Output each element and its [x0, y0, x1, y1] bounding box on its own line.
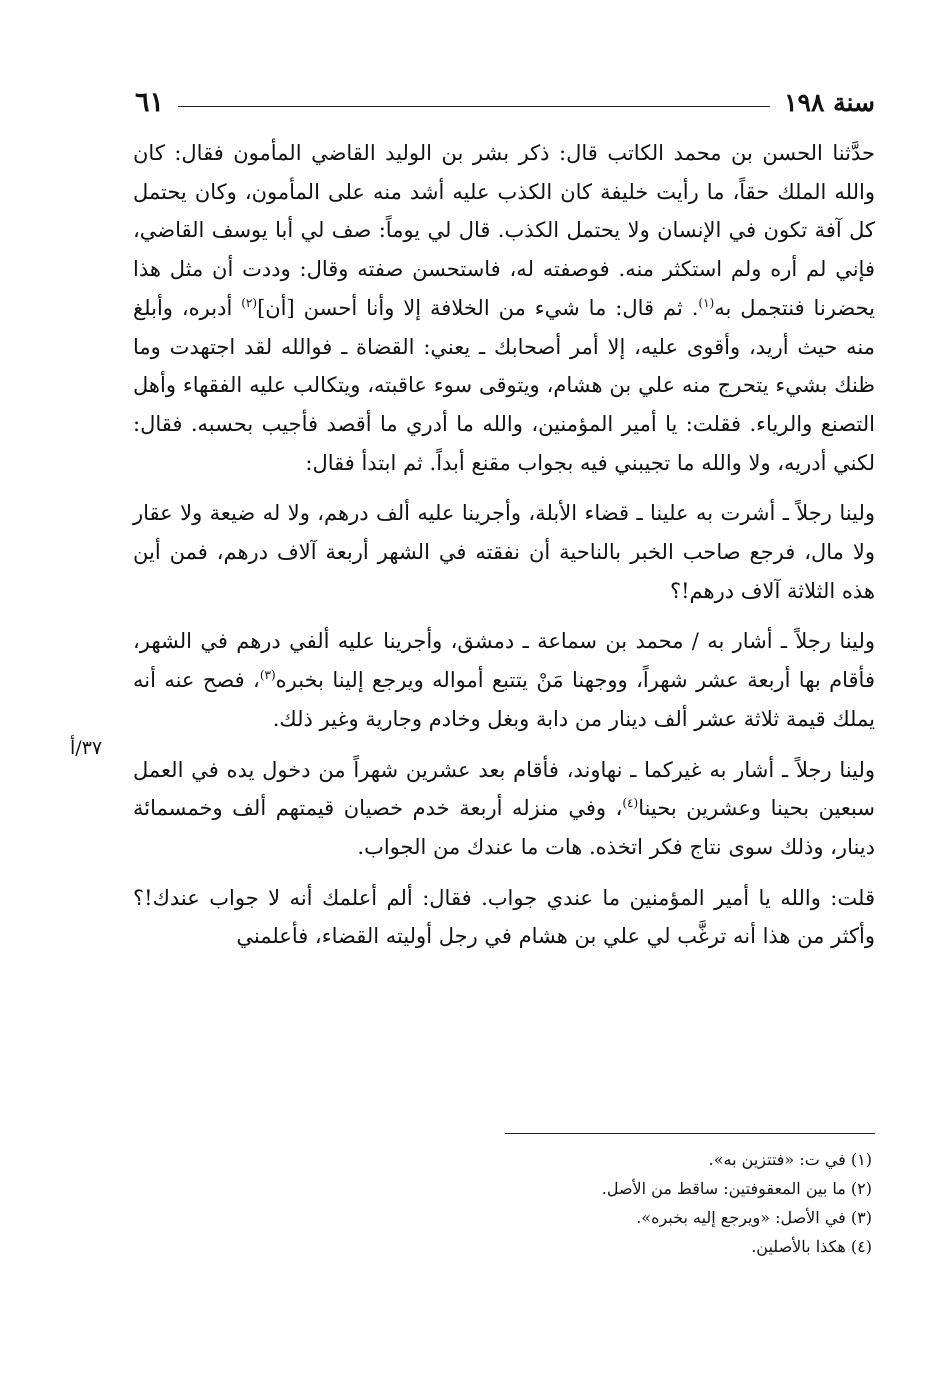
- paragraph-text: قلت: والله يا أمير المؤمنين ما عندي جواب. فقال: ألم أعلمك أنه لا جواب عندك!؟ وأكثر من هذا أنه ترغَّب لي علي بن هشام في رجل أوليته القضاء، فأعلمني: [133, 885, 875, 949]
- paragraph-text: ولينا رجلاً ـ أشار به غيركما ـ نهاوند، فأقام بعد عشرين شهراً من دخول يده في العمل سبعين بحينا وعشرين بحينا: [133, 757, 875, 821]
- running-title: سنة ١٩٨: [784, 87, 875, 117]
- footnote-reference[interactable]: (٢): [241, 295, 258, 310]
- page-header: [135, 82, 875, 122]
- paragraph: [133, 879, 875, 956]
- footnote-reference[interactable]: (١): [698, 295, 715, 310]
- footnote: (١) في ت: «فتتزين به».: [708, 1150, 872, 1169]
- footnote: (٢) ما بين المعقوفتين: ساقط من الأصل.: [601, 1179, 872, 1198]
- footnote: (٤) هكذا بالأصلين.: [751, 1237, 872, 1256]
- paragraph: [133, 751, 875, 867]
- footnote-separator: [505, 1133, 875, 1134]
- paragraph-text: ، فصح عنه أنه يملك قيمة ثلاثة عشر ألف دينار من دابة وبغل وخادم وجارية وغير ذلك.: [133, 668, 875, 731]
- paragraph-text: ولينا رجلاً ـ أشرت به علينا ـ قضاء الأبلة، وأجرينا عليه ألف درهم، ولا له ضيعة ولا عقار ولا مال، فرجع صاحب الخبر بالناحية أن نفقته في الشهر أربعة آلاف درهم، فمن أين هذه الثلاثة آلاف درهم!؟: [133, 501, 875, 603]
- header-rule: [178, 106, 770, 107]
- manuscript-folio-marker: ٣٧/أ: [70, 737, 103, 759]
- footnote: (٣) في الأصل: «ويرجع إليه بخبره».: [636, 1208, 872, 1227]
- paragraph-text: حدَّثنا الحسن بن محمد الكاتب قال: ذكر بشر بن الوليد القاضي المأمون فقال: كان والله الملك حقاً، ما رأيت خليفة كان الكذب عليه أشد منه على المأمون، وكان يحتمل كل آفة تكون في الإنسان ولا يحتمل الكذب. قال لي يوماً: صف لي أبا يوسف القاضي، فإني لم أره ولم استكثر منه. فوصفته له، فاستحسن صفته وقال: وددت أن مثل هذا يحضرنا فنتجمل به: [133, 141, 875, 320]
- paragraph-text: ولينا رجلاً ـ أشار به / محمد بن سماعة ـ دمشق، وأجرينا عليه ألفي درهم في الشهر، فأقام بها أربعة عشر شهراً، ووجهنا مَنْ يتتبع أمواله ويرجع إلينا بخبره: [133, 629, 875, 693]
- paragraph-text: أدبره، وأبلغ منه حيث أريد، وأقوى عليه، إلا أمر أصحابك ـ يعني: القضاة ـ فوالله لقد اجتهدت وما ظنك بشيء يتحرج منه علي بن هشام، ويتوقى سوء عاقبته، ويتكالب عليه الفقهاء وأهل التصنع والرياء. فقلت: يا أمير المؤمنين، والله ما أدري ما أقصد فأجيب بحسبه. فقال: لكني أدريه، ولا والله ما تجيبني فيه بجواب مقنع أبداً. ثم ابتدأ فقال:: [133, 295, 875, 475]
- paragraph: [133, 134, 875, 482]
- body-text: [133, 134, 875, 956]
- paragraph: [133, 494, 875, 610]
- footnote-reference[interactable]: (٣): [259, 668, 276, 683]
- footnote-reference[interactable]: (٤): [622, 796, 639, 811]
- footnotes: [440, 1145, 872, 1261]
- paragraph-text: . ثم قال: ما شيء من الخلافة إلا وأنا أحسن [أن]: [257, 295, 699, 320]
- page-number: ٦١: [135, 86, 165, 118]
- paragraph-text: ، وفي منزله أربعة خدم خصيان قيمتهم ألف وخمسمائة دينار، وذلك سوى نتاج فكر اتخذه. هات ما عندك من الجواب.: [133, 796, 875, 859]
- paragraph: [133, 622, 875, 738]
